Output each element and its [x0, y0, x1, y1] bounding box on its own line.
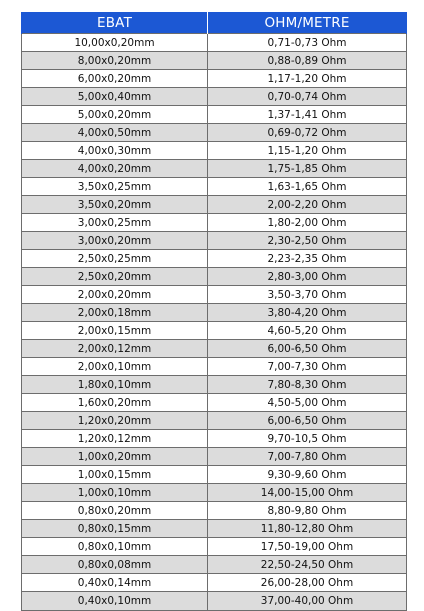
table-row	[22, 520, 407, 538]
size-cell: 3,50x0,25mm	[22, 178, 208, 196]
ohm-per-metre-cell: 2,80-3,00 Ohm	[208, 268, 407, 286]
table-row	[22, 538, 407, 556]
size-cell: 4,00x0,30mm	[22, 142, 208, 160]
table-header	[22, 12, 407, 34]
ohm-per-metre-cell: 1,37-1,41 Ohm	[208, 106, 407, 124]
size-cell: 0,80x0,20mm	[22, 502, 208, 520]
table-row	[22, 160, 407, 178]
table-row	[22, 250, 407, 268]
size-cell: 5,00x0,20mm	[22, 106, 208, 124]
ohm-per-metre-cell: 3,50-3,70 Ohm	[208, 286, 407, 304]
ohm-per-metre-cell: 6,00-6,50 Ohm	[208, 412, 407, 430]
ohm-per-metre-cell: 9,30-9,60 Ohm	[208, 466, 407, 484]
size-cell: 2,00x0,18mm	[22, 304, 208, 322]
size-cell: 0,80x0,08mm	[22, 556, 208, 574]
size-cell: 0,80x0,15mm	[22, 520, 208, 538]
table-row	[22, 52, 407, 70]
ohm-per-metre-cell: 2,23-2,35 Ohm	[208, 250, 407, 268]
ohm-per-metre-cell: 0,69-0,72 Ohm	[208, 124, 407, 142]
table-row	[22, 358, 407, 376]
size-cell: 1,00x0,15mm	[22, 466, 208, 484]
size-cell: 1,20x0,20mm	[22, 412, 208, 430]
ohm-per-metre-cell: 0,71-0,73 Ohm	[208, 34, 407, 52]
size-cell: 2,00x0,20mm	[22, 286, 208, 304]
ohm-per-metre-cell: 8,80-9,80 Ohm	[208, 502, 407, 520]
table-row	[22, 322, 407, 340]
size-cell: 2,50x0,20mm	[22, 268, 208, 286]
table-row	[22, 286, 407, 304]
size-cell: 8,00x0,20mm	[22, 52, 208, 70]
size-cell: 3,00x0,20mm	[22, 232, 208, 250]
table-row	[22, 592, 407, 610]
table-row	[22, 106, 407, 124]
ohm-per-metre-cell: 9,70-10,5 Ohm	[208, 430, 407, 448]
size-cell: 2,00x0,10mm	[22, 358, 208, 376]
table-row	[22, 376, 407, 394]
ohm-per-metre-cell: 1,80-2,00 Ohm	[208, 214, 407, 232]
ohm-per-metre-cell: 26,00-28,00 Ohm	[208, 574, 407, 592]
ohm-per-metre-cell: 1,75-1,85 Ohm	[208, 160, 407, 178]
size-cell: 3,50x0,20mm	[22, 196, 208, 214]
size-cell: 1,00x0,20mm	[22, 448, 208, 466]
ohm-per-metre-cell: 7,80-8,30 Ohm	[208, 376, 407, 394]
ohm-per-metre-cell: 1,17-1,20 Ohm	[208, 70, 407, 88]
column-header-size: EBAT	[22, 12, 208, 34]
table-row	[22, 268, 407, 286]
table-row	[22, 466, 407, 484]
table-row	[22, 178, 407, 196]
ohm-per-metre-cell: 17,50-19,00 Ohm	[208, 538, 407, 556]
size-cell: 3,00x0,25mm	[22, 214, 208, 232]
size-cell: 0,40x0,10mm	[22, 592, 208, 610]
ohm-per-metre-cell: 1,15-1,20 Ohm	[208, 142, 407, 160]
ohm-per-metre-cell: 6,00-6,50 Ohm	[208, 340, 407, 358]
size-cell: 4,00x0,20mm	[22, 160, 208, 178]
size-cell: 1,20x0,12mm	[22, 430, 208, 448]
ohm-per-metre-cell: 4,50-5,00 Ohm	[208, 394, 407, 412]
ohm-per-metre-cell: 1,63-1,65 Ohm	[208, 178, 407, 196]
ohm-per-metre-cell: 0,70-0,74 Ohm	[208, 88, 407, 106]
table-row	[22, 484, 407, 502]
table-row	[22, 502, 407, 520]
table-row	[22, 556, 407, 574]
table-row	[22, 394, 407, 412]
ohm-per-metre-cell: 7,00-7,30 Ohm	[208, 358, 407, 376]
table-row	[22, 304, 407, 322]
size-cell: 2,00x0,15mm	[22, 322, 208, 340]
table-row	[22, 430, 407, 448]
table-row	[22, 34, 407, 52]
table-row	[22, 412, 407, 430]
size-cell: 0,40x0,14mm	[22, 574, 208, 592]
table-row	[22, 214, 407, 232]
table-body	[22, 34, 407, 611]
size-cell: 0,80x0,10mm	[22, 538, 208, 556]
ohm-per-metre-cell: 11,80-12,80 Ohm	[208, 520, 407, 538]
ohm-per-metre-cell: 2,30-2,50 Ohm	[208, 232, 407, 250]
size-cell: 2,00x0,12mm	[22, 340, 208, 358]
ohm-per-metre-cell: 37,00-40,00 Ohm	[208, 592, 407, 610]
table-row	[22, 70, 407, 88]
table-row	[22, 142, 407, 160]
table-row	[22, 196, 407, 214]
ohm-per-metre-cell: 22,50-24,50 Ohm	[208, 556, 407, 574]
ohm-per-metre-cell: 3,80-4,20 Ohm	[208, 304, 407, 322]
table-row	[22, 340, 407, 358]
table-row	[22, 88, 407, 106]
size-cell: 6,00x0,20mm	[22, 70, 208, 88]
ohm-per-metre-cell: 2,00-2,20 Ohm	[208, 196, 407, 214]
ohm-per-metre-cell: 0,88-0,89 Ohm	[208, 52, 407, 70]
size-cell: 2,50x0,25mm	[22, 250, 208, 268]
size-cell: 1,60x0,20mm	[22, 394, 208, 412]
header-row	[22, 12, 407, 34]
size-cell: 4,00x0,50mm	[22, 124, 208, 142]
table-row	[22, 448, 407, 466]
ohm-per-metre-cell: 7,00-7,80 Ohm	[208, 448, 407, 466]
ohm-per-metre-cell: 4,60-5,20 Ohm	[208, 322, 407, 340]
resistance-table	[21, 12, 407, 611]
table-row	[22, 574, 407, 592]
resistance-table-sheet	[21, 12, 406, 611]
ohm-per-metre-cell: 14,00-15,00 Ohm	[208, 484, 407, 502]
size-cell: 5,00x0,40mm	[22, 88, 208, 106]
size-cell: 1,80x0,10mm	[22, 376, 208, 394]
size-cell: 10,00x0,20mm	[22, 34, 208, 52]
table-row	[22, 232, 407, 250]
column-header-ohm-per-metre: OHM/METRE	[208, 12, 407, 34]
table-row	[22, 124, 407, 142]
size-cell: 1,00x0,10mm	[22, 484, 208, 502]
